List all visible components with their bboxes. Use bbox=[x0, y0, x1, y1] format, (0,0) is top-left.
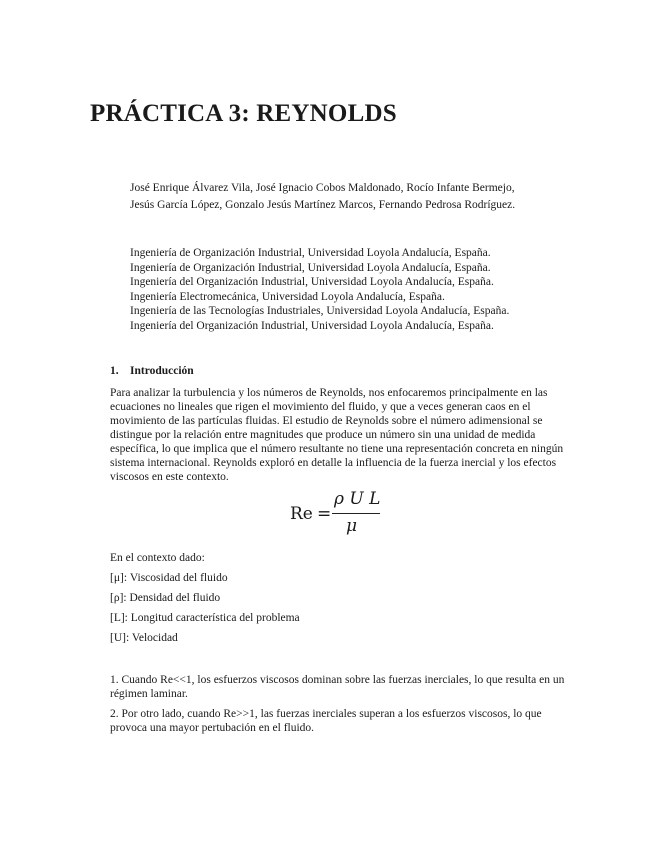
section-heading bbox=[110, 365, 194, 377]
formula-equals: = bbox=[317, 504, 332, 524]
authors-list: José Enrique Álvarez Vila, José Ignacio Cobos Maldonado, Rocío Infante Bermejo, Jesús García López, Gonzalo Jesús Martínez Marcos, Fernando Pedrosa Rodríguez. bbox=[130, 182, 516, 211]
intro-paragraph: Para analizar la turbulencia y los números de Reynolds, nos enfocaremos principalmente en las ecuaciones no lineales que rigen el movimiento del fluido, y que a veces generan caos en el movimiento de las partículas fluidas. El estudio de Reynolds sobre el número adimensional se distingue por la relación entre magnitudes que produce un número sin una unidad de medida específica, lo que implica que el número resultante no tiene una representación concreta en ningún sistema internacional. Reynolds exploró en detalle la influencia de la fuerza inercial y los efectos viscosos en este contexto. bbox=[110, 387, 564, 483]
formula-lhs: Re bbox=[290, 504, 313, 524]
section-number: 1. bbox=[110, 365, 119, 377]
section-title: Introducción bbox=[130, 365, 194, 377]
affiliation-line: Ingeniería de las Tecnologías Industriales, Universidad Loyola Andalucía, España. bbox=[130, 305, 510, 317]
affiliation-line: Ingeniería del Organización Industrial, Universidad Loyola Andalucía, España. bbox=[130, 276, 494, 288]
reynolds-formula bbox=[288, 487, 388, 537]
variable-item: [ρ]: Densidad del fluido bbox=[110, 592, 221, 604]
page-title: PRÁCTICA 3: REYNOLDS bbox=[90, 100, 397, 127]
formula-numerator: ρ U L bbox=[334, 489, 381, 509]
affiliation-line: Ingeniería de Organización Industrial, Universidad Loyola Andalucía, España. bbox=[130, 261, 491, 274]
variable-item: [μ]: Viscosidad del fluido bbox=[110, 572, 228, 584]
variable-item: [L]: Longitud característica del problema bbox=[110, 612, 300, 624]
context-label: En el contexto dado: bbox=[110, 552, 205, 564]
variable-item: [U]: Velocidad bbox=[110, 632, 178, 644]
case-paragraph: 1. Cuando Re<<1, los esfuerzos viscosos dominan sobre las fuerzas inerciales, lo que resulta en un régimen laminar. bbox=[110, 674, 565, 700]
formula-denominator: μ bbox=[346, 516, 358, 536]
affiliations bbox=[130, 246, 550, 333]
affiliation-line: Ingeniería Electromecánica, Universidad Loyola Andalucía, España. bbox=[130, 290, 445, 303]
affiliation-line: Ingeniería del Organización Industrial, Universidad Loyola Andalucía, España. bbox=[130, 319, 494, 332]
case-paragraph: 2. Por otro lado, cuando Re>>1, las fuerzas inerciales superan a los esfuerzos viscosos, lo que provoca una mayor pertubación en el fluido. bbox=[110, 708, 542, 734]
affiliation-line: Ingeniería de Organización Industrial, Universidad Loyola Andalucía, España. bbox=[130, 247, 491, 259]
fraction-bar bbox=[332, 513, 380, 514]
